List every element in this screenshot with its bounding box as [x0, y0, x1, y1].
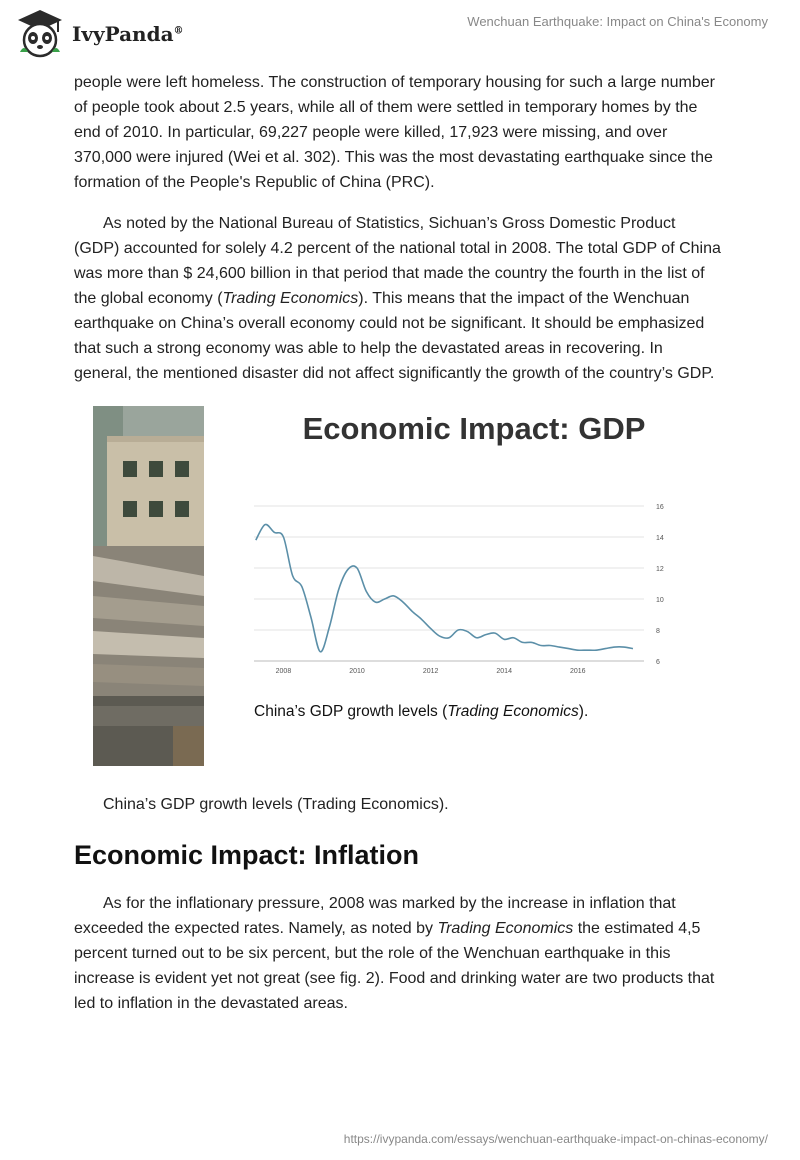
panda-graduation-icon [14, 8, 66, 60]
brand-name: IvyPanda [72, 22, 174, 46]
document-title: Wenchuan Earthquake: Impact on China's Economy [467, 14, 768, 29]
paragraph: people were left homeless. The construction of temporary housing for such a large number of people took about 2.5 years, while all of them were settled in temporary homes by the end of 2010. In particular, 69,227 people were killed, 17,923 were missing, and over 370,000 were injured (Wei et al. 302). This was the most devastating earthquake since the formation of the People's Republic of China (PRC). [74, 74, 715, 191]
gdp-figure [74, 406, 724, 786]
figure-caption: China’s GDP growth levels (Trading Economics). [103, 796, 449, 813]
registered-mark: ® [173, 25, 184, 37]
page-header [0, 0, 800, 70]
x-tick-label: 2012 [422, 668, 439, 675]
essay-content [74, 70, 724, 1032]
x-tick-label: 2008 [275, 668, 292, 675]
ivypanda-logo[interactable] [14, 8, 184, 60]
y-tick-label: 12 [656, 566, 664, 573]
chart-inner-caption: China’s GDP growth levels (Trading Economics). [254, 703, 589, 720]
y-tick-label: 8 [656, 628, 660, 635]
section-heading: Economic Impact: Inflation [74, 840, 420, 870]
y-tick-label: 16 [656, 504, 664, 511]
chart-title: Economic Impact: GDP [302, 411, 646, 446]
gdp-growth-series-line [256, 524, 633, 651]
paragraph: As noted by the National Bureau of Statistics, Sichuan’s Gross Domestic Product (GDP) accounted for solely 4.2 percent of the national total in 2008. The total GDP of China was more than $ 24,600 billion in that period that made the country the fourth in the list of the global economy (Trading Economics). This means that the impact of the Wenchuan earthquake on China’s overall economy could not be significant. It should be emphasized that such a strong economy was able to help the devastated areas in recovering. In general, the mentioned disaster did not affect significantly the growth of the country’s GDP. [74, 215, 721, 382]
x-tick-label: 2014 [496, 668, 512, 675]
footer-url-link[interactable]: https://ivypanda.com/essays/wenchuan-earthquake-impact-on-chinas-economy/ [343, 1132, 768, 1146]
y-tick-label: 10 [656, 597, 664, 604]
citation-source: Trading Economics [437, 920, 574, 937]
gdp-line-chart [244, 486, 684, 686]
y-tick-label: 14 [656, 535, 664, 542]
citation-source: Trading Economics [222, 290, 359, 307]
y-tick-label: 6 [656, 659, 660, 666]
x-tick-label: 2016 [569, 668, 586, 675]
paragraph: As for the inflationary pressure, 2008 was marked by the increase in inflation that exceeded the expected rates. Namely, as noted by Trading Economics the estimated 4,5 percent turned out to be six percent, but the role of the Wenchuan earthquake in this increase is evident yet not great (see fig. 2). Food and drinking water are two products that led to inflation in the devastated areas. [74, 895, 715, 1012]
earthquake-building-photo [93, 406, 204, 766]
x-tick-label: 2010 [349, 668, 365, 675]
